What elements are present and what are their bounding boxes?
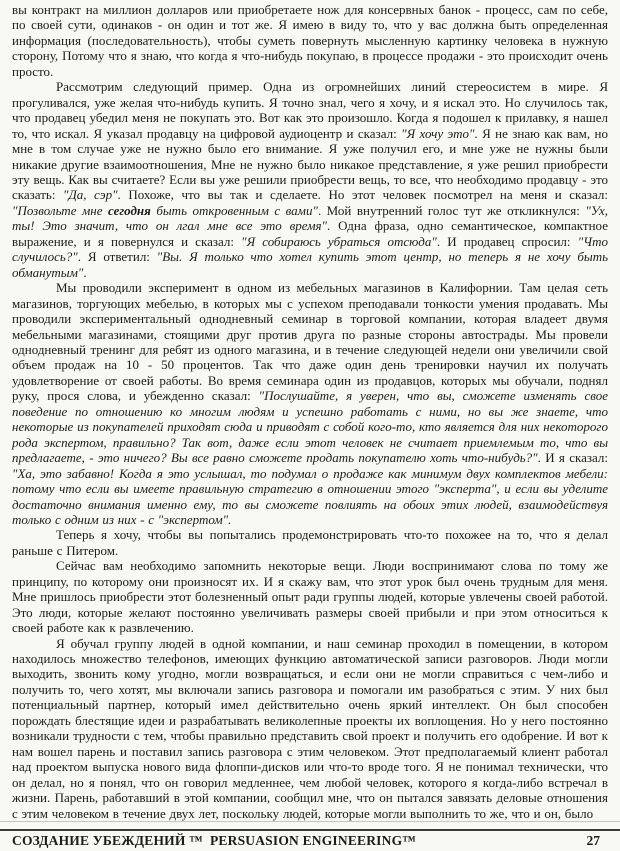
text-run-i: "Что случилось?" <box>12 233 608 265</box>
text-run: Рассмотрим следующий пример. Одна из огромнейших линий стереосистем в мире. Я прогуливался, уже желая что-нибудь купить. Я точно знал, чего я хочу, и я искал это. Но случилось так, что продавец убедил меня не покупать это. Вот как это произошло. Когда я подошел к прилавку, я нашел то, что искал. Я указал продавцу на цифровой аудиоцентр и сказал: <box>12 79 608 141</box>
text-run: . И я сказал: <box>537 450 608 466</box>
paragraph <box>12 280 608 527</box>
paragraph <box>12 79 608 280</box>
text-run: вы контракт на миллион долларов или приобретаете нож для консервных банок - процесс, сам по себе, по своей сути, одинаков - он один и тот же. Я имею в виду то, что у вас должна быть определенная информация (последовательность), чтобы суметь повернуть мысленную картинку человека в нужную сторону, Потому что я знаю, что когда я что-нибудь покупаю, в процессе продажи - это происходит очень просто. <box>12 2 608 79</box>
text-run-bi: сегодня <box>107 202 151 218</box>
paragraph <box>12 527 608 558</box>
text-run: . <box>83 264 87 280</box>
text-run-i: "Я собираюсь убраться отсюда" <box>241 233 437 249</box>
text-run-i: быть откровенным с вами" <box>150 202 318 218</box>
footer-rule-thin <box>0 821 620 822</box>
text-run-i: "Я хочу это" <box>401 125 475 141</box>
text-run: . И продавец спросил: <box>436 233 578 249</box>
page-footer <box>0 821 620 851</box>
text-run: Мы проводили эксперимент в одном из мебельных магазинов в Калифорнии. Там целая сеть магазинов, торгующих мебелью, в которых мы с успехом преподавали тонкости умения продавать. Мы проводили экспериментальный однодневный семинар в торговой компании, которая владеет двумя мебельными магазинами, стоящими друг против друга по разные стороны автострады. Мы провели однодневный тренинг для ребят из одного магазина, и в течение следующей недели они увеличили свой объем продаж на 10 - 50 процентов. Так что даже один день тренировки научил их получать удовлетворение от своей работы. Во время семинара один из продавцов, которых мы обучали, поднял руку, прося слова, и убежденно сказал: <box>12 280 608 404</box>
text-run: . Одна фраза, одно семантическое, компактное выражение, и я повернулся и сказал: <box>12 218 608 249</box>
text-run-i: "Вы. Я только что хотел купить этот центр, но теперь я не хочу быть обманутым" <box>12 249 609 280</box>
page-text <box>12 2 608 821</box>
text-run: . Похоже, что вы так и сделаете. Но этот человек посмотрел на меня и сказал: <box>117 187 608 203</box>
paragraph <box>12 636 608 821</box>
text-run-i: "Ха, это забавно! Когда я это услышал, то подумал о продаже как минимум двух комплектов мебели: потому что если вы имеете правильную стратегию в отношении этого "эксперта", и если вы уделите достаточно внимания именно ему, то вы сможете повлиять на обоих этих людей, взаимодействуя только с одним из них - с "экспертом". <box>12 465 608 527</box>
paragraph <box>12 2 608 79</box>
paragraph <box>12 558 608 635</box>
footer-page-number: 27 <box>586 833 600 848</box>
text-run-i: "Да, сэр" <box>63 187 118 203</box>
text-run-i: "Послушайте, я уверен, что вы, сможете изменять свое поведение по отношению ко многим людям и успешно работать с ними, но вы же знаете, что некоторые из покупателей приходят сюда и приводят с собой кого-то, кто является для них некоторого рода экспертом, правильно? Так вот, даже если этот человек не считает приемлемым то, что вы предлагаете, - это ничего? Вы все равно сможете продать покупателю хоть что-нибудь?" <box>12 388 608 466</box>
text-run: Сейчас вам необходимо запомнить некоторые вещи. Люди воспринимают слова по тому же принципу, по которому они произносят их. И я скажу вам, что этот урок был очень трудным для меня. Мне пришлось приобрести этот болезненный опыт ради группы людей, которые увлечены своей работой. Это люди, которые желают постоянно увеличивать размеры своей прибыли и при этом относиться к своей работе как к развлечению. <box>12 558 608 636</box>
text-run: . Я не знаю как вам, но мне в том случае уже не нужно было его внимание. Я уже получил его, и мне уже не нужны были никакие другие взаимоотношения, Мне не нужно было никакое представление, я уже решил приобрести эту вещь. Как вы считаете? Если вы уже решили приобрести вещь, то все, что необходимо продавцу - это сказать: <box>12 125 608 203</box>
footer-book-title: СОЗДАНИЕ УБЕЖДЕНИЙ ™ PERSUASION ENGINEERING™ <box>12 833 416 848</box>
footer-rule-thick <box>0 829 620 831</box>
text-run: Теперь я хочу, чтобы вы попытались продемонстрировать что-то похожее на то, что я делал раньше с Питером. <box>12 527 608 558</box>
text-run-i: "Ух, ты! Это значит, что он лгал мне все это время" <box>12 202 609 234</box>
text-run: . Мой внутренний голос тут же откликнулся: <box>317 202 586 218</box>
text-run: . Я ответил: <box>77 249 157 265</box>
text-run-i: "Позвольте мне <box>12 202 108 218</box>
footer-row <box>12 833 608 849</box>
text-run: Я обучал группу людей в одной компании, и наш семинар проходил в помещении, в котором находилось множество телефонов, имеющих функцию автоматической записи разговоров. Люди могли выходить, звонить кому угодно, могли возвращаться, и если они не могли справиться с чем-либо и получить то, чего хотят, мы включали запись разговора и помогали им разобраться с этим. У них был потенциальный партнер, который имел действительно очень яркий интеллект. Он был способен порождать блестящие идеи и разрабатывать великолепные проекты их воплощения. Но у него постоянно возникали трудности с тем, чтобы правильно представить свой проект и получить его одобрение. И вот к нам вошел парень и поставил запись разговора с этим человеком. Этот предполагаемый клиент работал над проектом выпуска нового вида флоппи-дисков или что-то вроде того. Я не понимал технически, что он делал, но я понял, что он говорил медленнее, чем любой человек, которого я когда-либо встречал в жизни. Парень, работавший в этой компании, сообщил мне, что он пытался завязать деловые отношения с этим человеком в течение двух лет, поскольку людей, которые могли выполнить то же, что и он, было <box>12 635 608 821</box>
